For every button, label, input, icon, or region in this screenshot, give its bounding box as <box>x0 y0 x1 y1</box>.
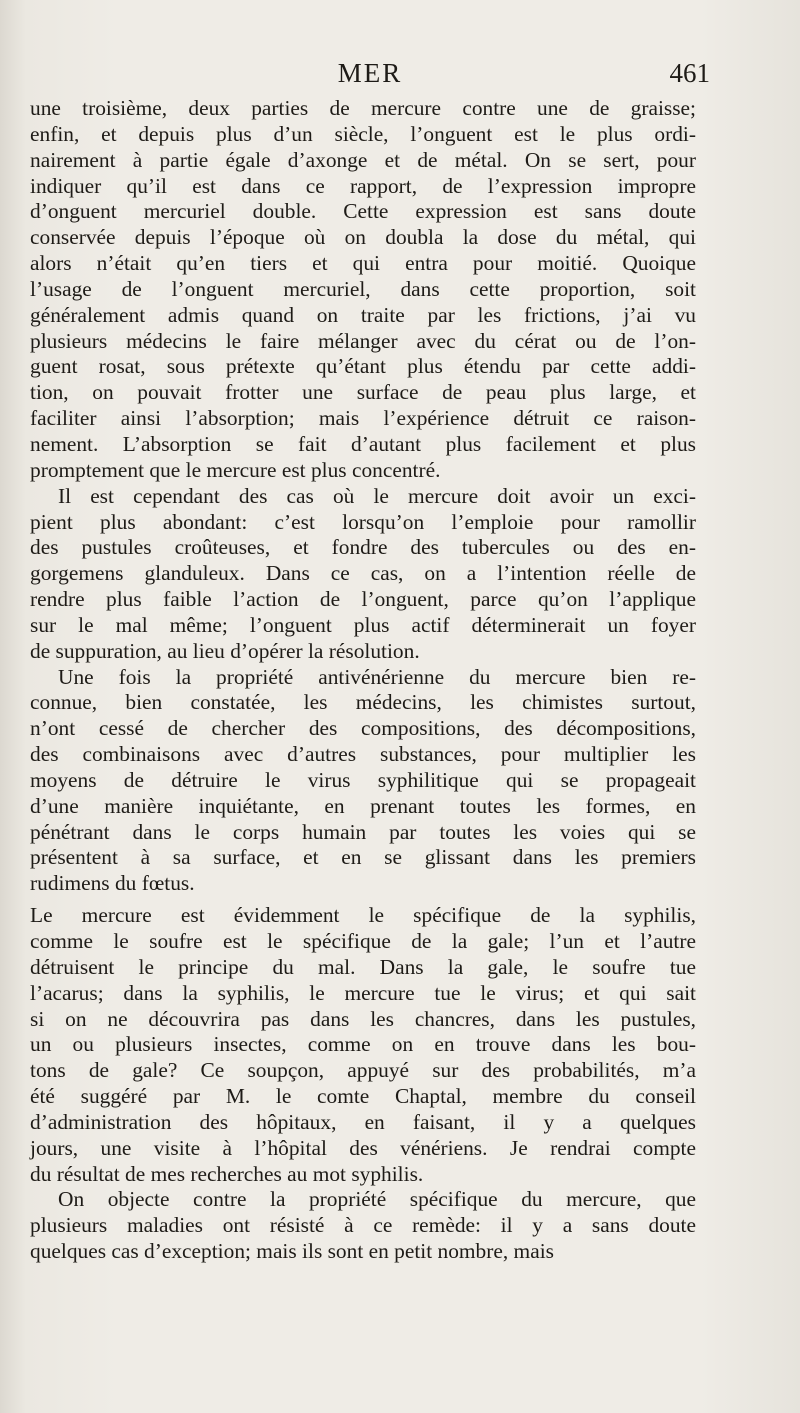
text-line: On objecte contre la propriété spécifique du mercure, que <box>58 1187 696 1212</box>
text-line: tion, on pouvait frotter une surface de peau plus large, et <box>30 380 696 405</box>
text-line: généralement admis quand on traite par les frictions, j’ai vu <box>30 302 696 327</box>
text-line: rudimens du fœtus. <box>30 871 195 896</box>
paragraph <box>30 96 696 484</box>
text-line: tons de gale? Ce soupçon, appuyé sur des probabilités, m’a <box>30 1058 696 1083</box>
text-line: pient plus abondant: c’est lorsqu’on l’emploie pour ramollir <box>30 509 696 534</box>
text-line: un ou plusieurs insectes, comme on en trouve dans les bou- <box>30 1032 696 1057</box>
text-line: Il est cependant des cas où le mercure doit avoir un exci- <box>58 483 696 508</box>
text-line: gorgemens glanduleux. Dans ce cas, on a l’intention réelle de <box>30 561 696 586</box>
text-line: Le mercure est évidemment le spécifique de la syphilis, <box>30 903 696 928</box>
text-line: alors n’était qu’en tiers et qui entra pour moitié. Quoique <box>30 251 696 276</box>
text-line: moyens de détruire le virus syphilitique qui se propageait <box>30 767 696 792</box>
text-line: nairement à partie égale d’axonge et de métal. On se sert, pour <box>30 147 696 172</box>
text-line: des pustules croûteuses, et fondre des tubercules ou des en- <box>30 535 696 560</box>
text-line: promptement que le mercure est plus concentré. <box>30 457 441 482</box>
text-line: indiquer qu’il est dans ce rapport, de l’expression impropre <box>30 173 696 198</box>
text-line: sur le mal même; l’onguent plus actif déterminerait un foyer <box>30 612 696 637</box>
page-header <box>30 58 710 98</box>
text-line: jours, une visite à l’hôpital des vénériens. Je rendrai compte <box>30 1135 696 1160</box>
text-line: l’acarus; dans la syphilis, le mercure tue le virus; et qui sait <box>30 980 696 1005</box>
text-line: présentent à sa surface, et en se glissant dans les premiers <box>30 845 696 870</box>
text-line: si on ne découvrira pas dans les chancres, dans les pustules, <box>30 1006 696 1031</box>
text-line: quelques cas d’exception; mais ils sont en petit nombre, mais <box>30 1239 554 1264</box>
paragraph <box>30 484 696 665</box>
page-number: 461 <box>669 58 710 88</box>
text-line: Une fois la propriété antivénérienne du mercure bien re- <box>58 664 696 689</box>
text-line: n’ont cessé de chercher des compositions, des décompositions, <box>30 716 696 741</box>
text-line: du résultat de mes recherches au mot syphilis. <box>30 1161 424 1186</box>
text-line: conservée depuis l’époque où on doubla la dose du métal, qui <box>30 225 696 250</box>
body-text <box>30 96 696 1265</box>
text-line: de suppuration, au lieu d’opérer la résolution. <box>30 638 420 663</box>
text-line: des combinaisons avec d’autres substances, pour multiplier les <box>30 742 696 767</box>
text-line: faciliter ainsi l’absorption; mais l’expérience détruit ce raison- <box>30 406 696 431</box>
text-line: l’usage de l’onguent mercuriel, dans cette proportion, soit <box>30 276 696 301</box>
text-line: nement. L’absorption se fait d’autant plus facilement et plus <box>30 431 696 456</box>
text-line: guent rosat, sous prétexte qu’étant plus étendu par cette addi- <box>30 354 696 379</box>
text-line: d’une manière inquiétante, en prenant toutes les formes, en <box>30 793 696 818</box>
running-title: MER <box>337 58 403 88</box>
text-line: connue, bien constatée, les médecins, les chimistes surtout, <box>30 690 696 715</box>
text-line: enfin, et depuis plus d’un siècle, l’onguent est le plus ordi- <box>30 121 696 146</box>
paragraph <box>30 1187 696 1265</box>
text-line: comme le soufre est le spécifique de la gale; l’un et l’autre <box>30 929 696 953</box>
paragraph <box>30 903 696 1187</box>
text-line: été suggéré par M. le comte Chaptal, membre du conseil <box>30 1084 696 1109</box>
text-line: rendre plus faible l’action de l’onguent, parce qu’on l’applique <box>30 587 696 612</box>
paragraph <box>30 665 696 898</box>
text-line: détruisent le principe du mal. Dans la gale, le soufre tue <box>30 954 696 979</box>
text-line: une troisième, deux parties de mercure contre une de graisse; <box>30 96 696 120</box>
text-line: d’administration des hôpitaux, en faisant, il y a quelques <box>30 1109 696 1134</box>
text-line: plusieurs médecins le faire mélanger avec du cérat ou de l’on- <box>30 328 696 353</box>
text-line: pénétrant dans le corps humain par toutes les voies qui se <box>30 819 696 844</box>
text-line: d’onguent mercuriel double. Cette expression est sans doute <box>30 199 696 224</box>
text-line: plusieurs maladies ont résisté à ce remède: il y a sans doute <box>30 1213 696 1238</box>
